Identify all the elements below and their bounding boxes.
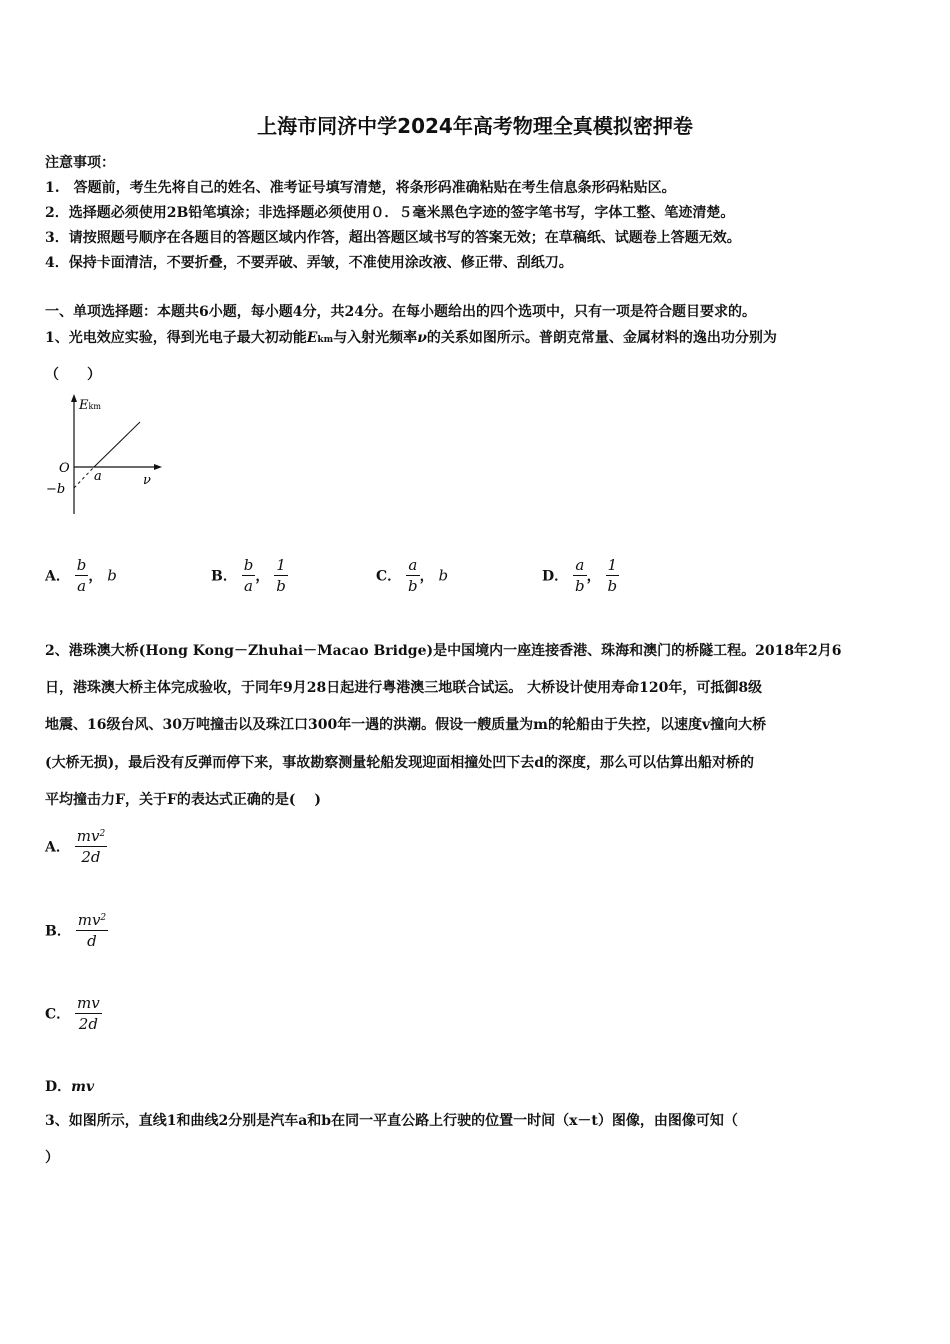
question-2-line: 地震、16级台风、30万吨撞击以及珠江口300年一遇的洪潮。假设一艘质量为m的轮船由于失控，以速度v撞向大桥 (45, 717, 767, 733)
x-axis-arrow (154, 464, 162, 470)
section-heading: 一、单项选择题：本题共6小题，每小题4分，共24分。在每小题给出的四个选项中，只有一项是符合题目要求的。 (45, 304, 756, 320)
y-axis-arrow (71, 394, 77, 402)
option-d[interactable]: D． $\frac{a}{b}$ ， $\frac{1}{b}$ (542, 556, 618, 595)
page-title: 上海市同济中学2024年高考物理全真模拟密押卷 (257, 114, 693, 138)
option-c[interactable]: C． $\frac{mv}{2d}$ (45, 994, 100, 1033)
ek-nu-graph (42, 392, 172, 522)
question-1-blank: （ ） (45, 367, 101, 383)
option-a[interactable]: A． $\frac{b}{a}$ ， b (45, 556, 117, 595)
option-c[interactable]: C． $\frac{a}{b}$ ， b (376, 556, 449, 595)
notice-item: 1. 答题前，考生先将自己的姓名、准考证号填写清楚，将条形码准确粘贴在考生信息条形码粘贴区。 (45, 180, 676, 196)
notice-item: 3．请按照题号顺序在各题目的答题区域内作答，超出答题区域书写的答案无效；在草稿纸、试题卷上答题无效。 (45, 230, 741, 246)
question-2-line: 日，港珠澳大桥主体完成验收，于同年9月28日起进行粤港澳三地联合试运。 大桥设计使用寿命120年，可抵御8级 (45, 680, 763, 696)
ek-line-extension (74, 467, 94, 488)
question-2-line: (大桥无损)，最后没有反弹而停下来，事故勘察测量轮船发现迎面相撞处凹下去d的深度，那么可以估算出船对桥的 (45, 755, 755, 771)
option-b[interactable]: B． $\frac{b}{a}$ ， $\frac{1}{b}$ (211, 556, 286, 595)
y-intercept-label: −b (46, 482, 66, 497)
y-axis-label: Ekm (79, 398, 101, 413)
x-intercept-label: a (94, 469, 102, 484)
question-3-line: ） (45, 1150, 59, 1166)
question-3-line: 3、如图所示，直线1和曲线2分别是汽车a和b在同一平直公路上行驶的位置一时间（x－t）图像，由图像可知（ (45, 1113, 738, 1129)
x-axis-label: ν (143, 473, 151, 488)
notice-item: 4．保持卡面清洁，不要折叠，不要弄破、弄皱，不准使用涂改液、修正带、刮纸刀。 (45, 255, 573, 271)
option-a[interactable]: A． $\frac{mv^2}{2d}$ (45, 827, 106, 866)
option-b[interactable]: B． $\frac{mv^2}{d}$ (45, 911, 107, 950)
question-1-stem: 1、光电效应实验，得到光电子最大初动能Ekm与入射光频率ν的关系如图所示。普朗克常量、金属材料的逸出功分别为 (45, 330, 777, 346)
notice-heading: 注意事项： (45, 155, 115, 171)
question-2-line: 平均撞击力F，关于F的表达式正确的是( ) (45, 792, 321, 808)
question-2-line: 2、港珠澳大桥(Hong Kong－Zhuhai－Macao Bridge)是中国境内一座连接香港、珠海和澳门的桥隧工程。2018年2月6 (45, 643, 842, 659)
origin-label: O (59, 461, 70, 476)
ek-line (94, 422, 140, 467)
option-d[interactable]: D．mv (45, 1079, 95, 1095)
notice-item: 2．选择题必须使用2B铅笔填涂；非选择题必须使用０．５毫米黑色字迹的签字笔书写，字体工整、笔迹清楚。 (45, 205, 735, 221)
